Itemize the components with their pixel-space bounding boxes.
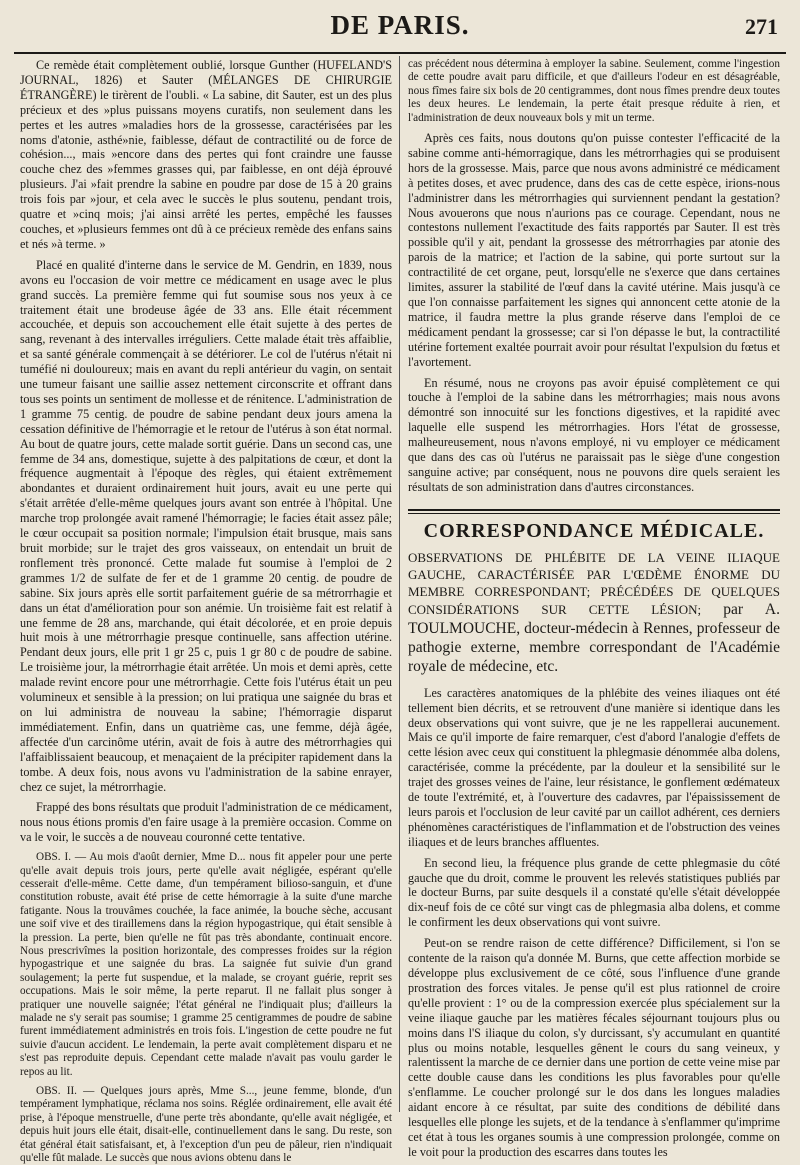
article-title	[408, 549, 780, 676]
page-number: 271	[745, 14, 778, 39]
paragraph-anatomy: Les caractères anatomiques de la phlébite des veines iliaques ont été tellement bien décrits, et se retrouvent d'une manière si identique dans les deux observations qui vont suivre, que je ne les rappellerai aucunement. Mais ce qu'il importe de faire remarquer, c'est d'abord l'analogie d'effets de cette lésion avec ceux qui constituent la phlegmasie dénommée alba dolens, caractérisée, comme la précédente, par la douleur et la sensibilité sur le trajet des grosses veines de l'aine, leur résistance, le gonflement œdémateux de toute l'extrémité, et, à l'ouverture des cadavres, par l'épaississement de leurs parois et l'occlusion de leur cavité par un caillot adhérent, ces derniers phénomènes caractéristiques de l'inflammation et de l'obstruction des veines iliaques et de leurs branches affluentes.	[408, 685, 780, 849]
article-title-text: OBSERVATIONS DE PHLÉBITE DE LA VEINE ILIAQUE GAUCHE, CARACTÉRISÉE PAR L'ŒDÈME ÉNORME DU MEMBRE CORRESPONDANT; PRÉCÉDÉES DE QUELQUES CONSIDÉRATIONS SUR CETTE LÉSION;	[408, 549, 780, 617]
column-divider	[399, 56, 400, 1112]
observation-1: OBS. I. — Au mois d'août dernier, Mme D... nous fit appeler pour une perte qu'elle avait depuis trois jours, perte qu'elle avait négligée, espérant qu'elle cesserait d'elle-même. Cette dame, d'un tempérament bilioso-sanguin, et d'une constitution robuste, avait été prise de cette hémorragie à la suite d'une marche fatigante. Nous la trouvâmes couchée, la face animée, la bouche sèche, accusant une soif vive et des tiraillemens dans la région hypogastrique, qui était sensible à la pression. La perte, bien qu'elle ne fût pas très abondante, continuait encore. Nous prescrivîmes la position horizontale, des compresses froides sur la région hypogastrique et une saignée du bras. La saignée fut suivie d'un grand soulagement; la perte fut suspendue, et la malade, se croyant guérie, reprit ses occupations. Mais le soir même, la perte reparut. Il ne fallait plus songer à pratiquer une nouvelle saignée; l'état général ne l'indiquait plus; d'ailleurs la malade ne s'y serait pas soumise; 1 gramme 25 centigrammes de poudre de sabine furent immédiatement administrés en trois fois. L'ingestion de cette poudre ne fut suivie d'aucun accident. Le lendemain, la perte avait complètement disparu et ne s'est pas reproduite depuis. Cependant cette malade n'avait pas voulu garder le repos au lit.	[20, 851, 392, 1078]
observation-2-continued: cas précédent nous détermina à employer la sabine. Seulement, comme l'ingestion de cette poudre avait paru difficile, et que d'ailleurs l'odeur en est désagréable, nous fîmes faire six bols de 20 centigrammes, dont nous fîmes prendre deux toutes les deux heures. Le lendemain, la perte était presque réduite à rien, et l'administration de deux nouveaux bols y mit un terme.	[408, 58, 780, 124]
page-header	[0, 0, 800, 50]
section-rule-bottom	[408, 513, 780, 514]
right-column	[408, 58, 780, 1159]
left-column	[20, 58, 392, 1165]
paragraph-results: Frappé des bons résultats que produit l'administration de ce médicament, nous nous étions promis d'en faire usage à la première occasion. Comme on va le voir, le succès a de nouveau couronné cette tentative.	[20, 800, 392, 845]
paragraph-explanation: Peut-on se rendre raison de cette différence? Difficilement, si l'on se contente de la raison qu'a donnée M. Burns, que cette affection morbide se développe plus exclusivement de ce côté, sous l'influence d'une grande prostration des forces vitales. Je pense qu'il est plus rationnel de croire qu'elle provient : 1° ou de la compression exercée plus spécialement sur la veine iliaque gauche par les matières fécales séjournant toujours plus ou moins dans l'S iliaque du colon, s'y durcissant, s'y accumulant en quantité plus ou moins notable, lesquelles gênent le cours du sang veineux, y ralentissent la marche de ce dernier dans une portion de cette veine mise par cette double cause dans les conditions les plus favorables pour qu'elle s'enflamme. Le coucher prolongé sur le dos dans les longues maladies aidant encore à ce résultat, par suite des conditions de débilité dans lesquelles elle plonge les sujets, et de la tendance à s'enflammer qu'imprime cet état à tous les organes soumis à une compression prolongée, comme on le voit pour la production des escarres dans toutes les	[408, 936, 780, 1159]
section-rule-top	[408, 509, 780, 511]
running-head: DE PARIS.	[330, 10, 470, 40]
paragraph-gendrin-cases: Placé en qualité d'interne dans le service de M. Gendrin, en 1839, nous avons eu l'occasion de voir mettre ce médicament en usage avec le plus grand succès. La première femme qui fut soumise sous nos yeux à ce traitement était une brodeuse âgée de 33 ans. Elle était récemment accouchée, et depuis son accouchement elle était sujette à des pertes de sang, revenant à des intervalles irréguliers. Cette malade était très affaiblie, et sa santé générale commençait à se détériorer. Le col de l'utérus n'était ni tuméfié ni douloureux; mais en avant du repli antérieur du vagin, on sentait une tumeur faisant une saillie assez nettement circonscrite et offrant dans tous ses points un sentiment de mollesse et de rénitence. L'administration de 1 gramme 75 centig. de poudre de sabine pendant deux jours amena la cessation définitive de l'hémorragie et le retour de l'utérus à son état normal. Au bout de quatre jours, cette malade sortit guérie. Dans un second cas, une femme de 34 ans, domestique, sujette à des palpitations de cœur, et dont la fréquence augmentait à l'époque des règles, qui étaient extrêmement abondantes et duraient ordinairement huit jours, avait eu une perte qui s'était arrêtée d'elle-même quelques jours avant son entrée à l'hôpital. Une marche trop prolongée avait ramené l'hémorragie; le facies était assez pâle; le cœur occupait sa position normale; l'impulsion était brusque, mais sans bruit morbide; sur le trajet des gros vaisseaux, on entendait un bruit de ronflement très prononcé. Cette malade fut soumise à l'emploi de 2 grammes 1/2 de sulfate de fer et de 1 gramme 20 centig. de poudre de sabine. Six jours après elle sortit parfaitement guérie de sa métrorrhagie et dans un état d'amélioration pour son anémie. Un troisième fait est relatif à une femme de 28 ans, marchande, qui était décolorée, et en proie depuis huit mois à une métrorrhagie presque continuelle, sans affection utérine. Pendant deux jours, elle prit 1 gr 25 c, puis 1 gr 80 c de poudre de sabine. Le troisième jour, la métrorrhagie était arrêtée. Un mois et demi après, cette malade revint encore pour une métrorrhagie. Cette fois l'utérus était un peu volumineux et sensible à la pression; on lui pratiqua une saignée du bras et on lui administra de nouveau la sabine; l'hémorragie disparut immédiatement. Enfin, dans un quatrième cas, une femme, déjà âgée, affectée d'un carcinôme utérin, avait de fois à autre des métrorrhagies qui l'affaiblissaient beaucoup, et menaçaient de la précipiter rapidement dans la tombe. A deux fois, nous avons vu l'administration de la sabine enrayer, chez ce sujet, la métrorrhagie.	[20, 257, 392, 794]
article-author: par A. TOULMOUCHE, docteur-médecin à Rennes, professeur de pathogie externe, membre correspondant de l'Académie royale de médecine, etc.	[408, 600, 780, 675]
paragraph-frequency: En second lieu, la fréquence plus grande de cette phlegmasie du côté gauche que du droit, comme le prouvent les relevés statistiques publiés par le docteur Burns, par suite desquels il a constaté qu'elle s'était développée dix-neuf fois de ce côté sur vingt cas de phlegmasia alba dolens, et comme le confirment les deux observations qui vont suivre.	[408, 855, 780, 930]
header-rule	[14, 52, 786, 54]
paragraph-conclusion: Après ces faits, nous doutons qu'on puisse contester l'efficacité de la sabine comme anti-hémorragique, dans les métrorrhagies qui se produisent hors de la grossesse. Mais, parce que nous avons administré ce médicament à petites doses, et avec prudence, dans des cas de cette espèce, irions-nous l'administrer dans les métrorrhagies qui surviennent pendant la gestation? Nous avouerons que nous n'aurions pas ce courage. Cependant, nous ne contestons nullement l'exactitude des faits rapportés par Sauter. Il est très possible qu'il y ait, pendant la grossesse des métrorrhagies par atonie des parois de la matrice; et l'action de la sabine, qui porte surtout sur la contractilité de cet organe, peut, lorsqu'elle ne s'exerce que dans certaines limites, assurer la stabilité de l'œuf dans la cavité utérine. Mais jusqu'à ce que l'on connaisse parfaitement les signes qui annoncent cette atonie de la matrice, il faudra mettre la plus grande réserve dans l'emploi de ce médicament pendant la grossesse; car si l'on dépasse le but, la contractilité utérine fortement exaltée pourrait avoir pour résultat l'expulsion du fœtus et l'avortement.	[408, 131, 780, 369]
paragraph-sauter-quote: Ce remède était complètement oublié, lorsque Gunther (HUFELAND'S JOURNAL, 1826) et Sauter (MÉLANGES DE CHIRURGIE ÉTRANGÈRE) le tirèrent de l'oubli. « La sabine, dit Sauter, est un des plus précieux et des »plus puissans moyens curatifs, non seulement dans les pertes et les autres »maladies hors de la grossesse, caractérisées par les noms d'atonie, asthé»nie, faiblesse, défaut de contractilité ou de force de cohésion..., mais »encore dans des pertes qui font craindre une fausse couche chez des »femmes grasses qui, par faiblesse, en ont déjà éprouvé plusieurs. J'ai »fait prendre la sabine en poudre par dose de 15 à 20 grains trois fois par »jour, et cela avec le succès le plus soutenu, pendant trois, quatre et »cinq mois; j'ai ainsi arrêté les pertes, empêché les fausses couches, et »plusieurs femmes ont dû à ce précieux remède des enfans sains et nés »à terme. »	[20, 58, 392, 251]
paragraph-summary: En résumé, nous ne croyons pas avoir épuisé complètement ce qui touche à l'emploi de la sabine dans les métrorrhagies; mais nous avons démontré son innocuité sur les fonctions digestives, et la rapidité avec laquelle elle suspend les métrorrhagies. Hors l'état de grossesse, malheureusement, nous n'avons employé, ni vu employer ce médicament que dans des cas où l'utérus ne paraissait pas le siège d'une congestion sanguine active; par conséquent, nous ne pouvons dire quels seraient les résultats de son administration dans d'autres circonstances.	[408, 375, 780, 494]
observation-2: OBS. II. — Quelques jours après, Mme S..., jeune femme, blonde, d'un tempérament lymphatique, réclama nos soins. Réglée ordinairement, elle avait été prise, à l'époque menstruelle, d'une perte très abondante, qu'elle avait négligée, et depuis huit jours elle était, disait-elle, continuellement dans le sang. Du reste, son état général était satisfaisant, et, à l'exception d'un peu de pâleur, rien n'indiquait qu'elle fût malade. Le succès que nous avions obtenu dans le	[20, 1085, 392, 1165]
section-heading: CORRESPONDANCE MÉDICALE.	[423, 519, 765, 542]
